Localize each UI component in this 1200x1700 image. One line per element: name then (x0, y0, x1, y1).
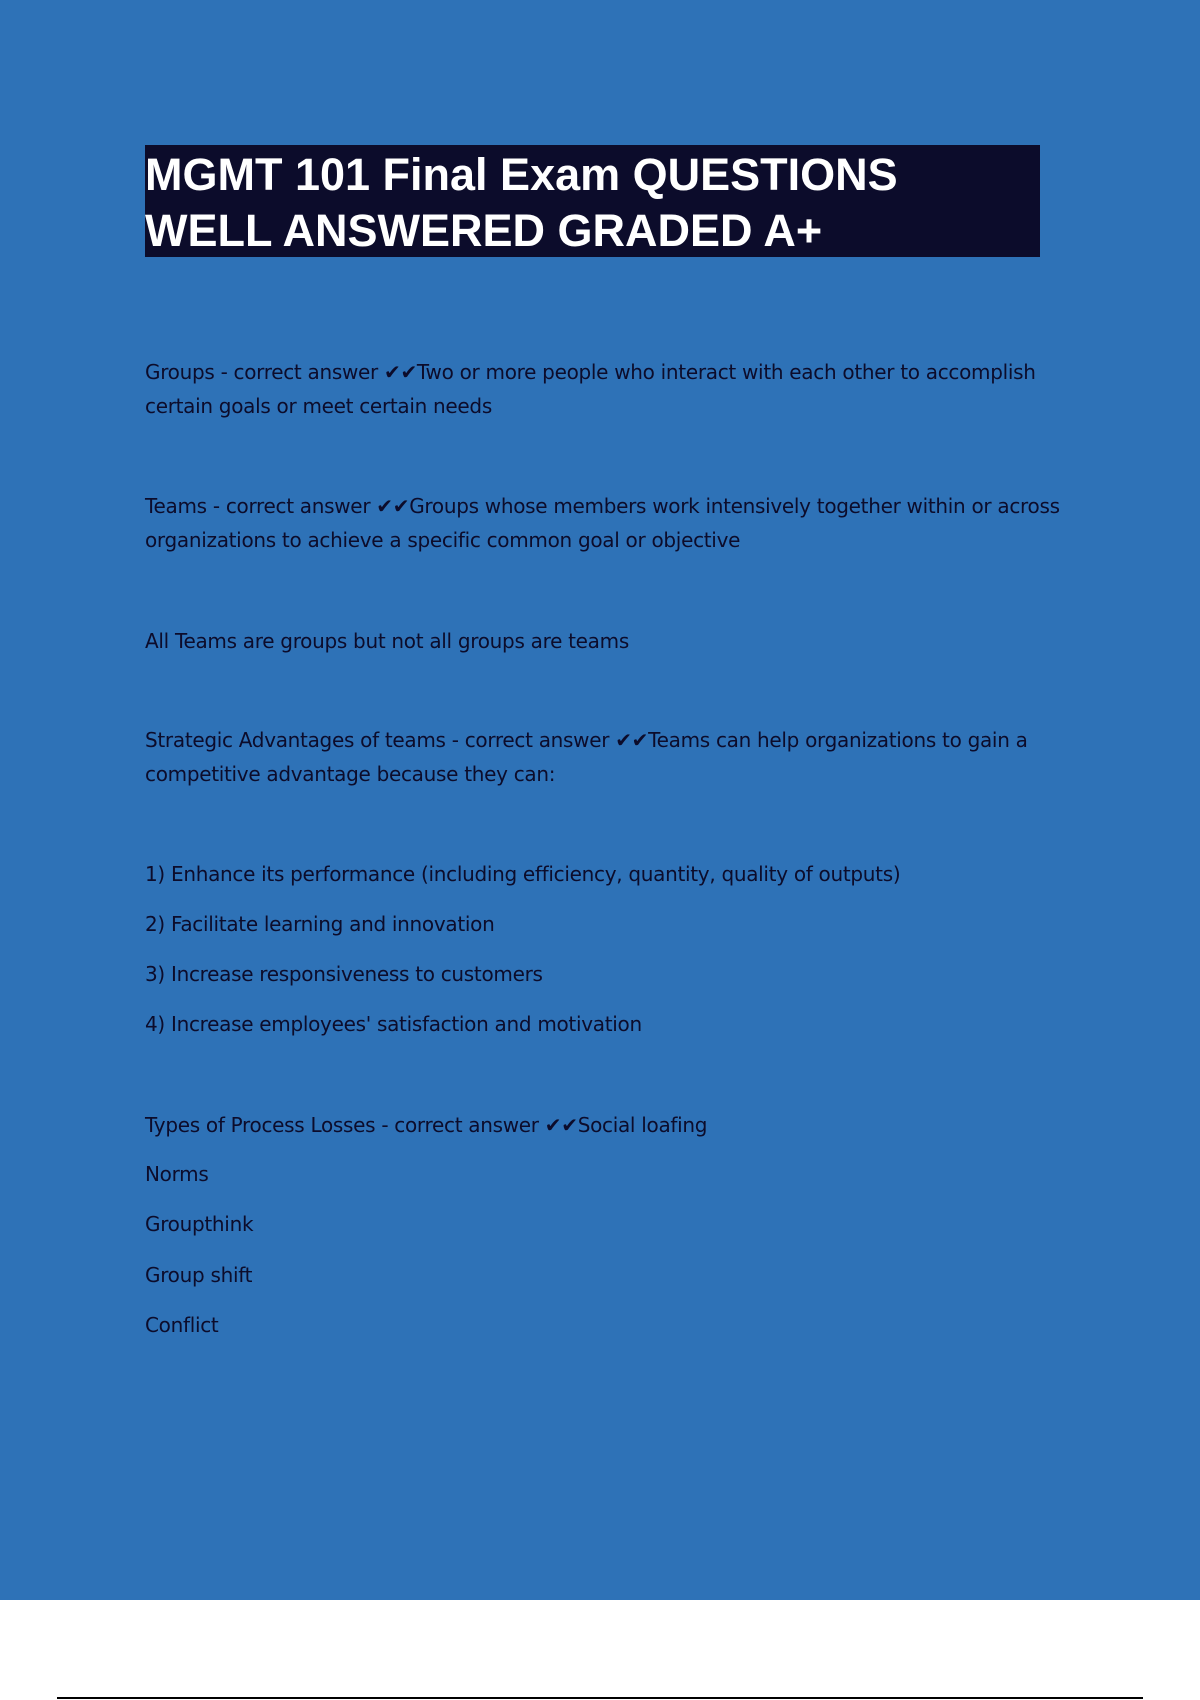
groups-definition: Groups - correct answer ✔✔Two or more people who interact with each other to accomplish certain goals or meet certain needs (145, 360, 1036, 418)
process-loss-item: Conflict (145, 1313, 219, 1337)
process-loss-item: Groupthink (145, 1212, 254, 1236)
footer-divider (57, 1697, 1143, 1699)
process-loss-item: Norms (145, 1162, 209, 1186)
teams-groups-statement: All Teams are groups but not all groups are teams (145, 629, 629, 653)
document-title-line-1: MGMT 101 Final Exam QUESTIONS (145, 149, 898, 200)
document-title-line-2: WELL ANSWERED GRADED A+ (145, 205, 823, 256)
title-banner (145, 145, 1040, 257)
advantage-item: 2) Facilitate learning and innovation (145, 912, 495, 936)
advantage-item: 3) Increase responsiveness to customers (145, 962, 543, 986)
strategic-advantages-definition: Strategic Advantages of teams - correct answer ✔✔Teams can help organizations to gain a competitive advantage because they can: (145, 728, 1028, 786)
teams-definition: Teams - correct answer ✔✔Groups whose members work intensively together within or across organizations to achieve a specific common goal or objective (145, 494, 1060, 552)
process-loss-item: Group shift (145, 1263, 253, 1287)
process-losses-definition: Types of Process Losses - correct answer ✔✔Social loafing (145, 1113, 708, 1137)
advantage-item: 4) Increase employees' satisfaction and motivation (145, 1012, 642, 1036)
advantage-item: 1) Enhance its performance (including efficiency, quantity, quality of outputs) (145, 862, 901, 886)
